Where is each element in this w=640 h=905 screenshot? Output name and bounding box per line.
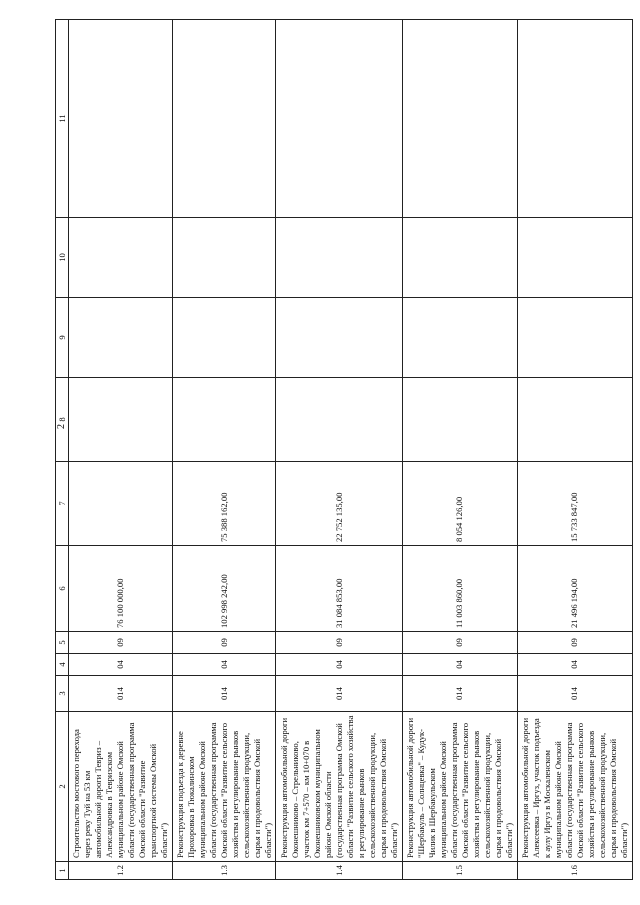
col-header: 11 [56,20,69,218]
col-header: 8 [56,378,69,462]
row-c7: 75 388 162,00 [172,462,276,546]
row-c3: 014 [172,676,276,712]
row-c9 [172,298,276,378]
row-c10 [402,218,517,298]
row-c7: 8 054 126,00 [402,462,517,546]
col-header: 2 [56,712,69,862]
col-header: 9 [56,298,69,378]
col-header: 7 [56,462,69,546]
row-c11 [402,20,517,218]
row-c8 [172,378,276,462]
row-c5: 09 [172,632,276,654]
row-c5: 09 [69,632,173,654]
row-id: 1.2 [69,862,173,880]
row-id: 1.5 [402,862,517,880]
row-c4: 04 [402,654,517,676]
col-header: 1 [56,862,69,880]
row-c5: 09 [402,632,517,654]
row-c10 [276,218,402,298]
row-c5: 09 [517,632,632,654]
row-c4: 04 [172,654,276,676]
col-header: 5 [56,632,69,654]
row-c9 [402,298,517,378]
row-name: Реконструкция автомобильной дороги Алексеевка – Иргуз, участок подъезда к аулу Иргуз в Москаленском муниципальном районе Омской области (государственная программа Омской области "Развитие сельского хозяйства и регулирование рынков сельскохозяйственной продукции, сырья и продовольствия Омской области") [517,712,632,862]
row-id: 1.4 [276,862,402,880]
row-c11 [276,20,402,218]
row-c10 [69,218,173,298]
col-header: 10 [56,218,69,298]
row-c8 [276,378,402,462]
row-c8 [517,378,632,462]
table-row [517,20,632,880]
row-c9 [517,298,632,378]
col-header: 3 [56,676,69,712]
row-c8 [69,378,173,462]
row-c6: 102 998 242,00 [172,546,276,632]
table-row [276,20,402,880]
row-c4: 04 [69,654,173,676]
row-name: Строительство мостового перехода через реку Туй на 53 км автомобильной дороги Тевриз – Александровка в Тевризском муниципальном районе Омской области (государственная программа Омской области "Развитие транспортной системы Омской области") [69,712,173,862]
row-c11 [172,20,276,218]
row-c10 [172,218,276,298]
row-id: 1.6 [517,862,632,880]
table-row [69,20,173,880]
row-c11 [517,20,632,218]
page-number: 2 [56,424,67,429]
row-c4: 04 [517,654,632,676]
row-c4: 04 [276,654,402,676]
row-c3: 014 [517,676,632,712]
row-c3: 014 [69,676,173,712]
row-name: Реконструкция автомобильной дороги Оконешниково – Стрельниково, участок км 7+570 – км 10+070 в Оконешниковском муниципальном районе Омской области (государственная программа Омской области "Развитие сельского хозяйства и регулирование рынков сельскохозяйственной продукции, сырья и продовольствия Омской области") [276,712,402,862]
row-c8 [402,378,517,462]
budget-table [55,19,633,880]
header-row [56,20,69,880]
table-row [172,20,276,880]
row-c6: 11 003 860,00 [402,546,517,632]
row-c3: 014 [276,676,402,712]
row-c6: 31 084 853,00 [276,546,402,632]
row-c6: 76 100 000,00 [69,546,173,632]
col-header: 6 [56,546,69,632]
row-c10 [517,218,632,298]
col-header: 4 [56,654,69,676]
table-row [402,20,517,880]
row-c11 [69,20,173,218]
row-c9 [69,298,173,378]
row-c6: 21 496 194,00 [517,546,632,632]
row-c5: 09 [276,632,402,654]
row-c9 [276,298,402,378]
row-name: Реконструкция автомобильной дороги "Шербакуль – Солнцевка" – Кудук-Чилик в Шербакульском муниципальном районе Омской области (государственная программа Омской области "Развитие сельского хозяйства и регулирование рынков сельскохозяйственной продукции, сырья и продовольствия Омской области") [402,712,517,862]
row-c7: 15 733 847,00 [517,462,632,546]
row-c7: 22 752 135,00 [276,462,402,546]
row-id: 1.3 [172,862,276,880]
row-name: Реконструкция подъезда к деревне Прохоровка в Тюкалинском муниципальном районе Омской области (государственная программа Омской области "Развитие сельского хозяйства и регулирование рынков сельскохозяйственной продукции, сырья и продовольствия Омской области") [172,712,276,862]
row-c7 [69,462,173,546]
rotated-table-sheet [55,20,633,880]
row-c3: 014 [402,676,517,712]
